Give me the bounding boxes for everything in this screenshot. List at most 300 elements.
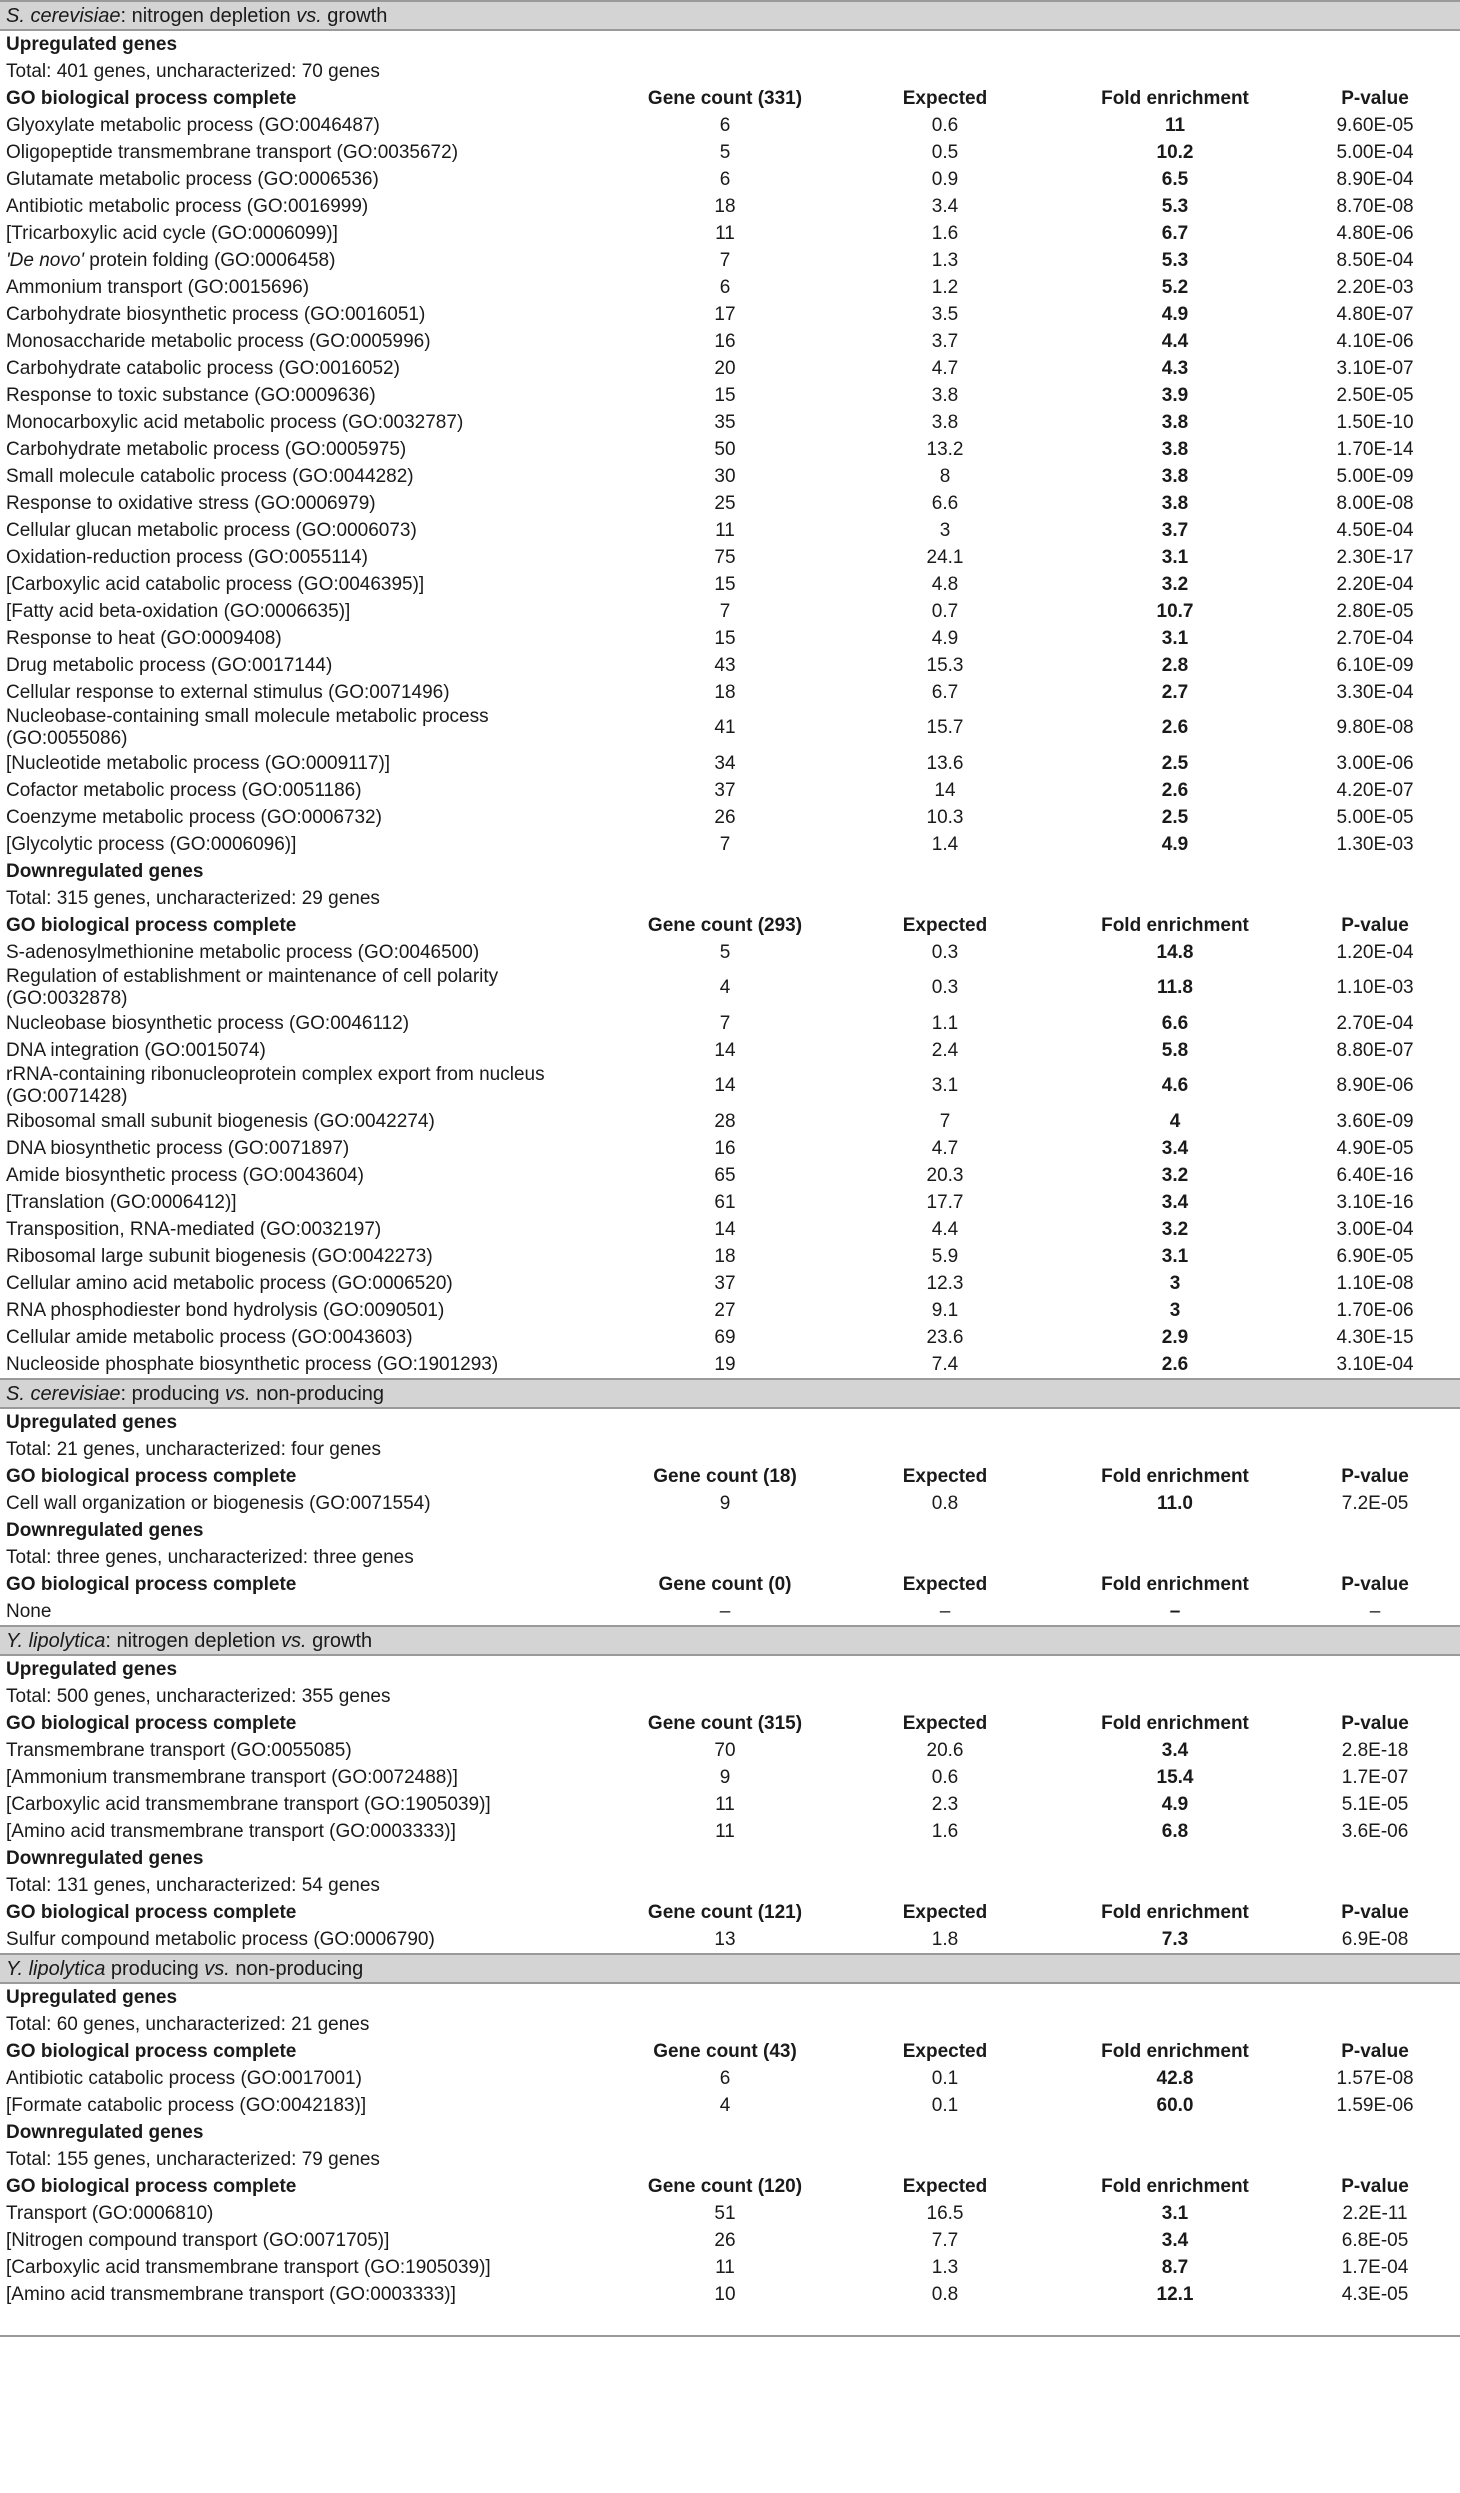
expected-cell: 2.3 [931,1793,959,1815]
process-name: [Formate catabolic process (GO:0042183)] [6,2094,367,2116]
process-name: Regulation of establishment or maintenance of cell polarity (GO:0032878) [6,966,499,1009]
fold-enrichment-cell: 3.4 [1161,1137,1189,1159]
process-cell [0,382,620,409]
table-row [0,750,1460,777]
expected-cell: 24.1 [926,546,964,568]
gene-count-cell: 26 [714,2229,736,2251]
p-value-cell: 9.80E-08 [1336,717,1414,738]
p-value-cell: 6.9E-08 [1341,1928,1409,1950]
table-row [0,598,1460,625]
col-head-process: GO biological process complete [6,2175,297,2197]
p-value-cell: 3.60E-09 [1336,1110,1414,1132]
process-cell [0,1037,620,1064]
process-name: Carbohydrate biosynthetic process (GO:0016051) [6,303,426,325]
process-cell [0,409,620,436]
expected-cell: 4.7 [931,1137,959,1159]
process-name: Monosaccharide metabolic process (GO:0005996) [6,330,431,352]
fold-enrichment-cell: 4.3 [1161,357,1189,379]
fold-enrichment-cell: 5.2 [1161,276,1189,298]
gene-count-cell: 15 [714,627,736,649]
gene-count-cell: 6 [719,2067,731,2089]
table-row [0,2065,1460,2092]
section-vs: vs. [296,4,322,27]
p-value-cell: 1.10E-08 [1336,1272,1414,1294]
process-name: [Amino acid transmembrane transport (GO:0003333)] [6,1820,456,1842]
gene-count-cell: 20 [714,357,736,379]
table-row [0,1162,1460,1189]
process-name: Sulfur compound metabolic process (GO:0006790) [6,1928,435,1950]
fold-enrichment-cell: 3.2 [1161,573,1189,595]
table-row [0,831,1460,858]
process-cell [0,625,620,652]
process-name: [Carboxylic acid transmembrane transport (GO:1905039)] [6,2256,491,2278]
process-cell [0,1297,620,1324]
column-header-row [0,1571,1460,1598]
upregulated-heading [0,1655,1460,1683]
process-name: [Nitrogen compound transport (GO:0071705)] [6,2229,390,2251]
process-name: Response to toxic substance (GO:0009636) [6,384,376,406]
gene-total-text: Total: 60 genes, uncharacterized: 21 genes [6,2013,370,2035]
process-cell [0,193,620,220]
process-cell [0,831,620,858]
process-name: Glyoxylate metabolic process (GO:0046487) [6,114,380,136]
col-head-p-value: P-value [1341,2040,1409,2062]
process-cell [0,750,620,777]
gene-total-line [0,885,1460,912]
gene-count-cell: 41 [714,717,736,738]
fold-enrichment-cell: 3 [1169,1299,1181,1321]
col-head-gene-count: Gene count (315) [647,1712,803,1734]
p-value-cell: 1.70E-06 [1336,1299,1414,1321]
process-name: Transmembrane transport (GO:0055085) [6,1739,352,1761]
expected-cell: 0.3 [931,941,959,963]
fold-enrichment-cell: 4.6 [1161,1075,1189,1096]
process-cell [0,139,620,166]
process-name: RNA phosphodiester bond hydrolysis (GO:0090501) [6,1299,445,1321]
fold-enrichment-cell: 4.9 [1161,303,1189,325]
process-name: [Translation (GO:0006412)] [6,1191,237,1213]
expected-cell: 3.5 [931,303,959,325]
process-cell [0,939,620,966]
section-vs: vs. [204,1957,230,1980]
process-name: Cellular amide metabolic process (GO:0043603) [6,1326,413,1348]
process-cell [0,598,620,625]
col-head-process: GO biological process complete [6,2040,297,2062]
process-name: [Fatty acid beta-oxidation (GO:0006635)] [6,600,351,622]
process-cell [0,490,620,517]
table-row [0,1010,1460,1037]
process-name: Antibiotic catabolic process (GO:0017001) [6,2067,362,2089]
gene-total-text: Total: 131 genes, uncharacterized: 54 genes [6,1874,380,1896]
upregulated-heading [0,1983,1460,2011]
group-label: Upregulated genes [6,33,178,55]
expected-cell: 6.6 [931,492,959,514]
gene-total-line [0,58,1460,85]
process-name: Nucleoside phosphate biosynthetic process (GO:1901293) [6,1353,499,1375]
col-head-fold-enrichment: Fold enrichment [1101,1465,1249,1487]
fold-enrichment-cell: 2.5 [1161,752,1189,774]
column-header-row [0,2038,1460,2065]
expected-cell: 4.4 [931,1218,959,1240]
column-header-row [0,1463,1460,1490]
process-cell [0,355,620,382]
gene-count-cell: 5 [719,941,731,963]
gene-count-cell: 11 [715,2256,735,2278]
table-row [0,1818,1460,1845]
gene-count-cell: 14 [714,1039,736,1061]
table-row [0,706,1460,750]
process-name-italic: 'De novo' [6,249,85,271]
expected-cell: 1.8 [931,1928,959,1950]
process-cell [0,1064,620,1108]
p-value-cell: 1.20E-04 [1336,941,1414,963]
section-header-sc-producing [0,1379,1460,1408]
section-species: Y. lipolytica [6,1957,106,1980]
expected-cell: 1.3 [931,249,959,271]
gene-count-cell: 16 [714,330,736,352]
process-cell [0,2281,620,2308]
col-head-p-value: P-value [1341,1712,1409,1734]
process-cell [0,1764,620,1791]
p-value-cell: 1.70E-14 [1336,438,1414,460]
process-cell [0,1108,620,1135]
table-row [0,1737,1460,1764]
table-row [0,139,1460,166]
process-cell [0,463,620,490]
section-title [0,1626,1460,1655]
process-cell [0,1737,620,1764]
expected-cell: 4.8 [931,573,959,595]
section-header-sc-nitrogen [0,1,1460,30]
expected-cell: 3 [939,519,951,541]
table-row [0,409,1460,436]
fold-enrichment-cell: 2.7 [1161,681,1189,703]
expected-cell: 7.7 [931,2229,959,2251]
col-head-gene-count: Gene count (331) [647,87,803,109]
process-cell [0,1010,620,1037]
p-value-cell: 1.57E-08 [1336,2067,1414,2089]
table-row [0,2200,1460,2227]
process-name: Amide biosynthetic process (GO:0043604) [6,1164,365,1186]
table-row [0,463,1460,490]
p-value-cell: 8.90E-04 [1336,168,1414,190]
fold-enrichment-cell: 3.4 [1161,2229,1189,2251]
table-row [0,436,1460,463]
expected-cell: 20.3 [926,1164,964,1186]
col-head-gene-count: Gene count (0) [658,1573,792,1595]
expected-cell: 0.9 [931,168,959,190]
table-row [0,1135,1460,1162]
p-value-cell: 2.20E-03 [1336,276,1414,298]
group-label: Downregulated genes [6,1519,204,1541]
process-cell [0,1243,620,1270]
process-cell [0,777,620,804]
group-label: Upregulated genes [6,1658,178,1680]
fold-enrichment-cell: 3.1 [1161,546,1189,568]
downregulated-heading [0,858,1460,885]
p-value-cell: 1.7E-07 [1341,1766,1409,1788]
gene-total-line [0,2146,1460,2173]
expected-cell: 2.4 [931,1039,959,1061]
expected-cell: 1.1 [931,1012,959,1034]
process-cell [0,274,620,301]
gene-count-cell: 17 [714,303,736,325]
table-row [0,1189,1460,1216]
table-row [0,355,1460,382]
col-head-expected: Expected [902,1573,988,1595]
process-name: Response to heat (GO:0009408) [6,627,282,649]
process-cell [0,2254,620,2281]
section-title-text: : nitrogen depletion [105,1629,282,1652]
process-name: [Carboxylic acid transmembrane transport (GO:1905039)] [6,1793,491,1815]
process-cell [0,301,620,328]
fold-enrichment-cell: 6.8 [1161,1820,1189,1842]
fold-enrichment-cell: 6.7 [1161,222,1189,244]
table-row [0,2281,1460,2308]
process-cell [0,652,620,679]
process-cell [0,1490,620,1517]
gene-total-line [0,2011,1460,2038]
process-name: Response to oxidative stress (GO:0006979) [6,492,376,514]
fold-enrichment-cell: 3.4 [1161,1739,1189,1761]
p-value-cell: 3.30E-04 [1336,681,1414,703]
p-value-cell: 8.50E-04 [1336,249,1414,271]
p-value-cell: 1.7E-04 [1341,2256,1409,2278]
p-value-cell: 3.00E-04 [1336,1218,1414,1240]
gene-count-cell: 15 [714,384,736,406]
p-value-cell: 2.8E-18 [1341,1739,1409,1761]
fold-enrichment-cell: 3.1 [1161,627,1189,649]
col-head-fold-enrichment: Fold enrichment [1101,914,1249,936]
process-cell [0,1926,620,1954]
gene-total-line [0,1436,1460,1463]
section-species: S. cerevisiae [6,1382,121,1405]
fold-enrichment-cell: 4.4 [1161,330,1189,352]
expected-cell: 8 [939,465,951,487]
gene-count-cell: 6 [719,276,731,298]
bottom-rule-cell [0,2308,1460,2336]
p-value-cell: 4.50E-04 [1336,519,1414,541]
process-cell [0,1162,620,1189]
expected-cell: 15.7 [926,717,964,738]
gene-count-cell: 11 [715,519,735,541]
fold-enrichment-cell: 4.9 [1161,1793,1189,1815]
fold-enrichment-cell: 42.8 [1156,2067,1194,2089]
gene-count-cell: 18 [714,195,736,217]
gene-count-cell: 14 [714,1075,736,1096]
col-head-p-value: P-value [1341,87,1409,109]
p-value-cell: 9.60E-05 [1336,114,1414,136]
col-head-expected: Expected [902,2175,988,2197]
gene-count-cell: 28 [714,1110,736,1132]
process-name: Cellular amino acid metabolic process (GO:0006520) [6,1272,453,1294]
process-cell [0,328,620,355]
expected-cell: – [939,1600,951,1622]
fold-enrichment-cell: 6.5 [1161,168,1189,190]
expected-cell: 1.2 [931,276,959,298]
fold-enrichment-cell: 3.8 [1161,465,1189,487]
process-name: [Tricarboxylic acid cycle (GO:0006099)] [6,222,338,244]
fold-enrichment-cell: 14.8 [1156,941,1194,963]
process-cell [0,1189,620,1216]
table-row [0,2227,1460,2254]
col-head-fold-enrichment: Fold enrichment [1101,1901,1249,1923]
gene-count-cell: 43 [714,654,736,676]
expected-cell: 4.7 [931,357,959,379]
process-name: Small molecule catabolic process (GO:0044282) [6,465,414,487]
process-name: protein folding (GO:0006458) [84,249,336,271]
upregulated-heading [0,30,1460,58]
section-header-yl-producing [0,1954,1460,1983]
expected-cell: 6.7 [931,681,959,703]
process-cell [0,804,620,831]
expected-cell: 1.3 [931,2256,959,2278]
section-vs: vs. [281,1629,307,1652]
section-title [0,1,1460,30]
expected-cell: 1.4 [931,833,959,855]
p-value-cell: 2.50E-05 [1336,384,1414,406]
process-name: Drug metabolic process (GO:0017144) [6,654,333,676]
gene-count-cell: 11 [715,1793,735,1815]
section-title-end: non-producing [229,1957,364,1980]
fold-enrichment-cell: 3.2 [1161,1218,1189,1240]
gene-count-cell: 75 [714,546,736,568]
table-row [0,193,1460,220]
group-label: Downregulated genes [6,1847,204,1869]
group-label: Upregulated genes [6,1411,178,1433]
gene-count-cell: 61 [714,1191,736,1213]
p-value-cell: 4.30E-15 [1336,1326,1414,1348]
process-cell [0,2200,620,2227]
col-head-process: GO biological process complete [6,1573,297,1595]
fold-enrichment-cell: 2.5 [1161,806,1189,828]
p-value-cell: 4.10E-06 [1336,330,1414,352]
table-row [0,1351,1460,1379]
process-cell [0,1598,620,1626]
fold-enrichment-cell: 3.8 [1161,411,1189,433]
table-row [0,1270,1460,1297]
table-row [0,939,1460,966]
process-name: Coenzyme metabolic process (GO:0006732) [6,806,382,828]
table-row [0,490,1460,517]
gene-count-cell: 37 [714,1272,736,1294]
process-name: [Glycolytic process (GO:0006096)] [6,833,297,855]
col-head-p-value: P-value [1341,914,1409,936]
section-species: S. cerevisiae [6,4,121,27]
process-name: Ribosomal large subunit biogenesis (GO:0042273) [6,1245,433,1267]
fold-enrichment-cell: 3.1 [1161,1245,1189,1267]
column-header-row [0,1899,1460,1926]
col-head-expected: Expected [902,1465,988,1487]
table-row [0,966,1460,1010]
table-row [0,301,1460,328]
p-value-cell: 5.1E-05 [1341,1793,1409,1815]
column-header-row [0,1710,1460,1737]
gene-count-cell: 25 [714,492,736,514]
expected-cell: 3.1 [931,1075,959,1096]
p-value-cell: 2.2E-11 [1342,2202,1408,2224]
expected-cell: 20.6 [926,1739,964,1761]
gene-count-cell: 5 [719,141,731,163]
section-title [0,1954,1460,1983]
expected-cell: 9.1 [931,1299,959,1321]
p-value-cell: 4.3E-05 [1341,2283,1409,2305]
process-cell [0,220,620,247]
col-head-gene-count: Gene count (293) [647,914,803,936]
col-head-expected: Expected [902,2040,988,2062]
p-value-cell: 1.59E-06 [1336,2094,1414,2116]
gene-count-cell: 6 [719,114,731,136]
gene-count-cell: 51 [714,2202,736,2224]
expected-cell: 7.4 [931,1353,959,1375]
gene-count-cell: 11 [715,1820,735,1842]
gene-count-cell: 7 [719,249,731,271]
p-value-cell: 1.30E-03 [1336,833,1414,855]
table-row [0,679,1460,706]
fold-enrichment-cell: 2.6 [1161,779,1189,801]
expected-cell: 0.7 [931,600,959,622]
fold-enrichment-cell: 3.8 [1161,438,1189,460]
table-row [0,1791,1460,1818]
section-title-text: producing [105,1957,205,1980]
process-name: None [6,1600,52,1622]
col-head-p-value: P-value [1341,1465,1409,1487]
process-name: Nucleobase biosynthetic process (GO:0046112) [6,1012,410,1034]
process-name: Carbohydrate metabolic process (GO:0005975) [6,438,407,460]
expected-cell: 0.1 [931,2094,959,2116]
gene-count-cell: 15 [714,573,736,595]
fold-enrichment-cell: 10.7 [1156,600,1194,622]
process-name: Ribosomal small subunit biogenesis (GO:0042274) [6,1110,435,1132]
expected-cell: 3.4 [931,195,959,217]
expected-cell: 0.1 [931,2067,959,2089]
gene-total-text: Total: 21 genes, uncharacterized: four genes [6,1438,381,1460]
gene-count-cell: 14 [714,1218,736,1240]
p-value-cell: 5.00E-05 [1336,806,1414,828]
table-row [0,220,1460,247]
gene-count-cell: 16 [714,1137,736,1159]
group-label: Downregulated genes [6,860,204,882]
fold-enrichment-cell: 11.8 [1157,977,1193,998]
col-head-process: GO biological process complete [6,87,297,109]
gene-total-text: Total: 155 genes, uncharacterized: 79 genes [6,2148,380,2170]
expected-cell: 12.3 [926,1272,964,1294]
table-row [0,1243,1460,1270]
table-row [0,1216,1460,1243]
section-header-yl-nitrogen [0,1626,1460,1655]
fold-enrichment-cell: 15.4 [1156,1766,1194,1788]
fold-enrichment-cell: 11.0 [1157,1492,1193,1514]
p-value-cell: 6.10E-09 [1336,654,1414,676]
gene-count-cell: 13 [714,1928,736,1950]
fold-enrichment-cell: 10.2 [1156,141,1194,163]
gene-count-cell: 35 [714,411,736,433]
section-species: Y. lipolytica [6,1629,106,1652]
p-value-cell: 2.20E-04 [1336,573,1414,595]
process-name: Ammonium transport (GO:0015696) [6,276,310,298]
process-name: Transport (GO:0006810) [6,2202,214,2224]
section-title [0,1379,1460,1408]
process-name: Glutamate metabolic process (GO:0006536) [6,168,379,190]
table-row [0,2092,1460,2119]
process-name: Oxidation-reduction process (GO:0055114) [6,546,368,568]
p-value-cell: 2.80E-05 [1336,600,1414,622]
table-row [0,544,1460,571]
fold-enrichment-cell: 4 [1169,1110,1181,1132]
table-row [0,328,1460,355]
p-value-cell: 8.80E-07 [1336,1039,1414,1061]
expected-cell: 14 [934,779,956,801]
